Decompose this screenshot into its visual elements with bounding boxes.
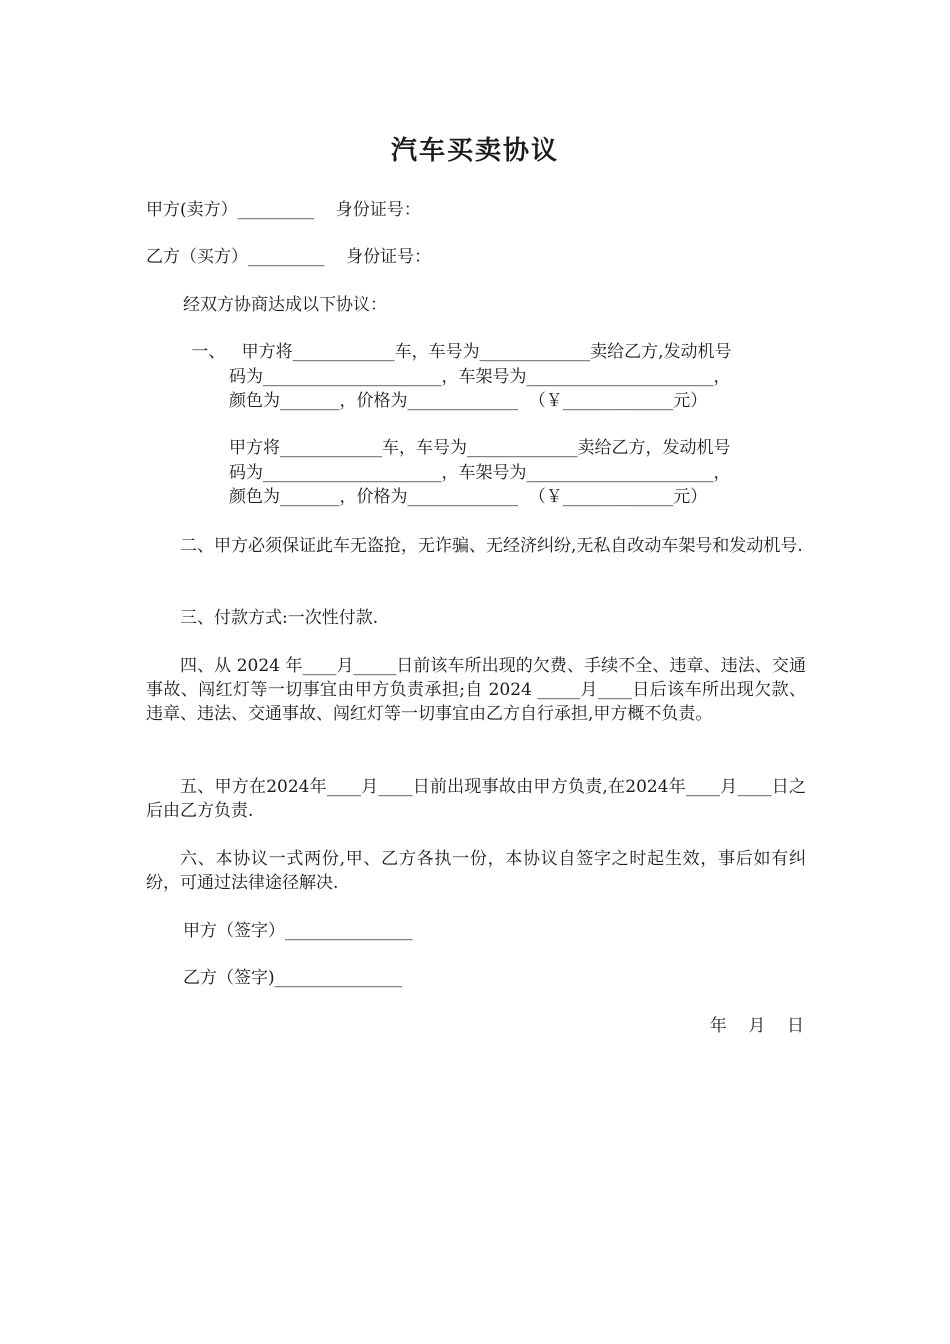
party-a-line: 甲方(卖方）_________ 身份证号：	[146, 200, 421, 220]
clause1-line6: 颜色为_______，价格为_____________ （￥_____________元）	[229, 487, 708, 507]
signing-date: 年 月 日	[709, 1016, 804, 1036]
clause4-text: 四、从 2024 年____月_____日前该车所出现的欠费、手续不全、违章、违法、交通事故、闯红灯等一切事宜由甲方负责承担;自 2024 _____月____日后该车所出现欠款、违章、违法、交通事故、闯红灯等一切事宜由乙方自行承担,甲方概不负责。	[146, 656, 806, 724]
clause1-line3: 颜色为_______，价格为_____________ （￥_____________元）	[229, 391, 708, 411]
party-b-line: 乙方（买方）_________ 身份证号：	[146, 247, 432, 267]
clause6-text: 六、本协议一式两份,甲、乙方各执一份，本协议自签字之时起生效，事后如有纠纷，可通过法律途径解决.	[146, 849, 806, 893]
document-title: 汽车买卖协议	[390, 136, 559, 166]
clause2-text: 二、甲方必须保证此车无盗抢，无诈骗、无经济纠纷,无私自改动车架号和发动机号.	[180, 536, 803, 556]
party-b-signature: 乙方（签字)_______________	[183, 968, 403, 988]
clause1-line2: 码为_____________________，车架号为______________________，	[229, 367, 731, 387]
clause1-line4: 甲方将____________车，车号为_____________卖给乙方，发动机号	[229, 438, 731, 458]
clause1-line5: 码为_____________________，车架号为______________________，	[229, 463, 731, 483]
party-a-signature: 甲方（签字）_______________	[183, 921, 413, 941]
clause5-text: 五、甲方在2024年____月____日前出现事故由甲方负责,在2024年____月____日之后由乙方负责.	[146, 777, 806, 821]
intro-text: 经双方协商达成以下协议：	[183, 295, 387, 315]
clause3-text: 三、付款方式:一次性付款.	[180, 608, 379, 628]
clause1-line1: 一、 甲方将____________车，车号为_____________卖给乙方,发动机号	[186, 342, 732, 362]
